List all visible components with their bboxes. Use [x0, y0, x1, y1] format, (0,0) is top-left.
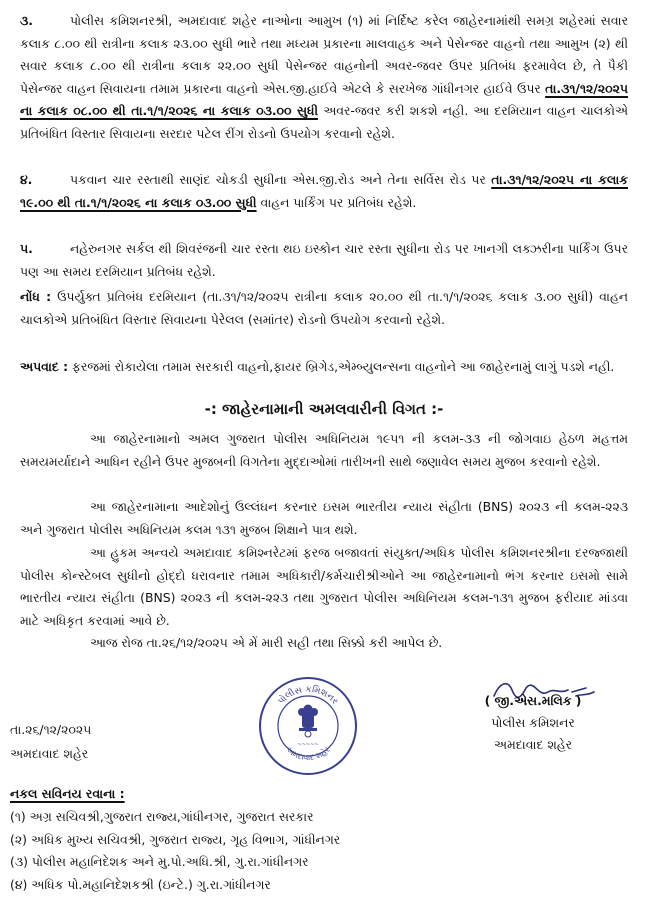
clause-3	[20, 10, 628, 146]
implementation-paragraph-4: આજ રોજ તા.૨૬/૧૨/૨૦૨૫ એ મેં મારી સહી તથા સિક્કો કરી આપેલ છે.	[90, 635, 443, 650]
clause-number: ૪.	[20, 172, 33, 187]
signatory-name: ( જી.એસ.મલિક )	[484, 693, 582, 708]
signatory-title: પોલીસ કમિશનર	[491, 715, 575, 730]
clause-5	[20, 238, 628, 283]
copy-to-heading: નકલ સવિનય રવાના :	[10, 786, 125, 801]
seal-top-text: પોલીસ કમિશનર	[276, 684, 340, 707]
exception-label: અપવાદ :	[20, 359, 69, 374]
clause-highlight: તા.૩૧/૧૨/૨૦૨૫ ના કલાક ૦૮.૦૦ થી તા.૧/૧/૨૦૨૬ ના કલાક ૦૩.૦૦ સુધી	[20, 80, 628, 119]
clause-highlight: તા.૩૧/૧૨/૨૦૨૫ ના કલાક ૧૯.૦૦ થી તા.૧/૧/૨૦૨૬ ના કલાક ૦૩.૦૦ સુધી	[20, 172, 628, 210]
emblem-icon	[298, 705, 318, 738]
clause-text: પકવાન ચાર રસ્તાથી સાણંદ ચોકડી સુધીના એસ.જી.રોડ અને તેના સર્વિસ રોડ પર	[70, 172, 486, 187]
implementation-paragraph-3: આ હુકમ અન્વયે અમદાવાદ કમિશ્નરેટમાં ફરજ બજાવતાં સંયુક્ત/અધિક પોલીસ કમિશનરશ્રીના દરજ્જાથી પોલીસ કોન્સ્ટેબલ સુધીનો હોદ્દો ધરાવનાર તમામ અધિકારી/કર્મચારીશ્રીઓને આ જાહેરનામાનો ભંગ કરનાર ઇસમો સામે ભારતીય ન્યાય સંહીતા (BNS) ૨૦૨૩ ની કલમ-૨૨૩ તથા ગુજરાત પોલીસ અધિનિયમ કલમ-૧૩૧ મુજબ ફરીયાદ માંડવા માટે અધિકૃત કરવામાં આવે છે.	[20, 545, 628, 628]
issue-date: તા.૨૬/૧૨/૨૦૨૫	[10, 722, 92, 737]
note-paragraph	[20, 286, 628, 331]
seal-bottom-text: અમદાવાદ શહેર	[284, 744, 332, 763]
date-place-block	[10, 718, 91, 766]
signatory-block	[448, 690, 618, 756]
exception-paragraph	[20, 356, 628, 379]
clause-text: નહેરુનગર સર્કલ થી શિવરંજની ચાર રસ્તા થઇ ઇસ્કોન ચાર રસ્તા સુધીના રોડ પર ખાનગી લક્ઝરીના પાર્કિંગ ઉપર પણ આ સમય દરમિયાન પ્રતિબંધ રહેશે.	[20, 241, 628, 279]
clause-4	[20, 169, 628, 214]
clause-number: ૫.	[20, 241, 33, 256]
clause-text: પોલીસ કમિશનરશ્રી, અમદાવાદ શહેર નાઓના આમુખ (૧) માં નિર્દિષ્ટ કરેલ જાહેરનામાંથી સમગ્ર શહેરમાં સવાર કલાક ૮.૦૦ થી રાત્રીના કલાક ૨૩.૦૦ સુધી ભારે તથા મધ્યમ પ્રકારના માલવાહક અને પેસેન્જર વાહનો તથા આમુખ (૨) થી સવાર કલાક ૮.૦૦ થી રાત્રીના કલાક ૨૨.૦૦ સુધી પેસેન્જર વાહનોની અવર-જવર ઉપર પ્રતિબંધ ફરમાવેલ છે, તે પૈકી પેસેન્જર વાહન સિવાયના તમામ પ્રકારના વાહનો એસ.જી.હાઈવે એટલે કે સરખેજ ગાંધીનગર હાઈવે ઉપર	[20, 13, 628, 96]
exception-text: ફરજમાં રોકાયેલા તમામ સરકારી વાહનો,ફાયર બ્રિગેડ,એમ્બ્યુલન્સના વાહનોને આ જાહેરનામું લાગું પડશે નહી.	[72, 359, 615, 374]
list-item: (૧) અગ્ર સચિવશ્રી,ગુજરાત રાજ્ય,ગાંધીનગર, ગુજરાત સરકાર	[10, 809, 314, 824]
note-text: ઉપર્યુક્ત પ્રતિબંધ દરમિયાન (તા.૩૧/૧૨/૨૦૨૫ રાત્રીના કલાક ૨૦.૦૦ થી તા.૧/૧/૨૦૨૬ કલાક ૩.૦૦ સુધી) વાહન ચાલકોએ પ્રતિબંધિત વિસ્તાર સિવાયના પેરેલલ (સમાંતર) રોડનો ઉપયોગ કરવાનો રહેશે.	[20, 289, 628, 327]
implementation-paragraph-2: આ જાહેરનામાના આદેશોનું ઉલ્લંઘન કરનાર ઇસમ ભારતીય ન્યાય સંહીતા (BNS) ૨૦૨૩ ની કલમ-૨૨૩ અને ગુજરાત પોલીસ અધિનિયમ કલમ ૧૩૧ મુજબ શિક્ષાને પાત્ર થશે.	[20, 499, 628, 537]
implementation-paragraph-1: આ જાહેરનામાનો અમલ ગુજરાત પોલીસ અધિનિયમ ૧૯૫૧ ની કલમ-૩૩ ની જોગવાઇ હેઠળ મહત્તમ સમયમર્યાદાને આધિન રહીને ઉપર મુજબની વિગતેના મુદ્દાઓમાં તારીખની સાથે જણાવેલ સમય મુજબ કરવાનો રહેશે.	[20, 431, 628, 469]
issue-place: અમદાવાદ શહેર	[10, 746, 89, 761]
list-item: (૩) પોલીસ મહાનિદેશક અને મુ.પો.અધિ.શ્રી, ગુ.રા.ગાંધીનગર	[10, 854, 309, 869]
list-item: (૨) અધિક મુખ્ય સચિવશ્રી, ગુજરાત રાજ્ય, ગૃહ વિભાગ, ગાંધીનગર	[10, 831, 341, 847]
police-commissioner-seal	[258, 676, 358, 776]
section-heading: -: જાહેરનામાની અમલવારીની વિગત :-	[204, 400, 444, 418]
clause-number: ૩.	[20, 13, 33, 28]
emblem-motto-icon: ~~~~~	[297, 742, 319, 748]
clause-text: વાહન પાર્કિંગ પર પ્રતિબંધ રહેશે.	[260, 194, 417, 210]
signatory-place: અમદાવાદ શહેર	[493, 737, 573, 752]
clause-text: અવર-જવર કરી શકશે નહી. આ દરમિયાન વાહન ચાલકોએ પ્રતિબંધિત વિસ્તાર સિવાયના સરદાર પટેલ રીંગ રોડનો ઉપયોગ કરવાનો રહેશે.	[20, 103, 628, 141]
list-item: (૪) અધિક પો.મહાનિદેશકશ્રી (ઇન્ટે.) ગુ.રા.ગાંધીનગર	[10, 876, 271, 892]
note-label: નોંધ :	[20, 289, 52, 304]
copy-to-list	[10, 806, 340, 896]
